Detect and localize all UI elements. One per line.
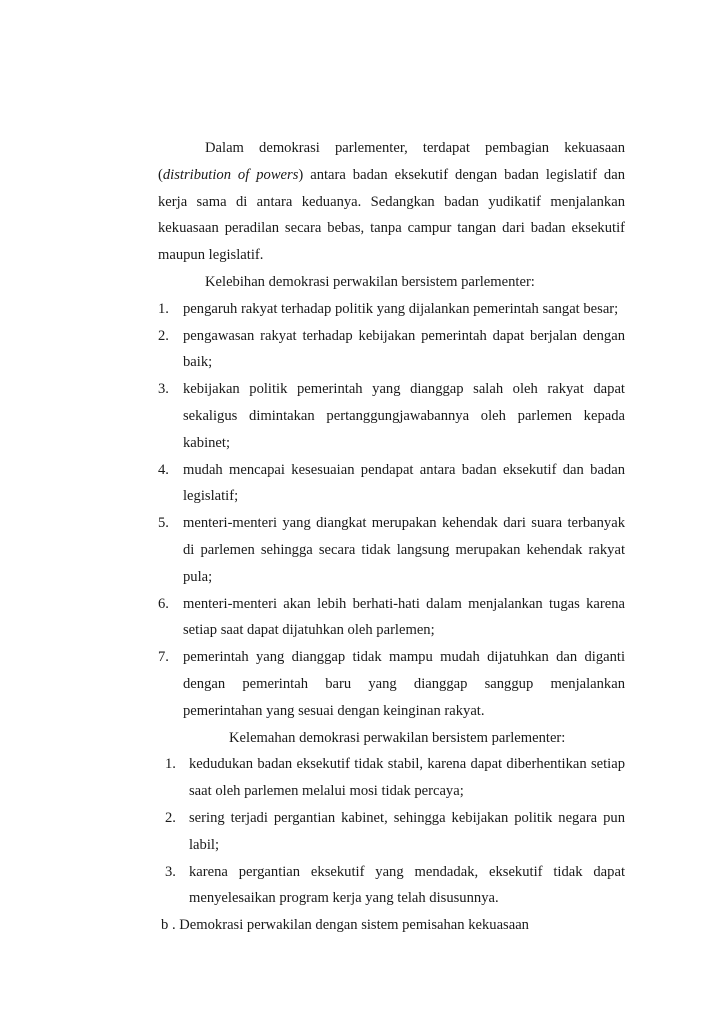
section-b-heading: b . Demokrasi perwakilan dengan sistem pemisahan kekuasaan	[161, 917, 529, 934]
list-item: 2. sering terjadi pergantian kabinet, sehingga kebijakan politik negara pun labil;	[165, 809, 625, 853]
list-item: 1. kedudukan badan eksekutif tidak stabil, karena dapat diberhentikan setiap saat oleh parlemen melalui mosi tidak percaya;	[165, 756, 625, 800]
intro-line-3: kerja sama di antara keduanya. Sedangkan badan yudikatif menjalankan	[158, 193, 625, 210]
list-item: 1. pengaruh rakyat terhadap politik yang dijalankan pemerintah sangat besar;	[158, 300, 619, 317]
list-item: 7. pemerintah yang dianggap tidak mampu mudah dijatuhkan dan diganti dengan pemerintah baru yang dianggap sanggup menjalankan pemerintahan yang sesuai dengan keinginan rakyat.	[158, 649, 625, 719]
intro-line-4: kekuasaan peradilan secara bebas, tanpa campur tangan dari badan eksekutif	[158, 220, 625, 237]
disadvantages-heading: Kelemahan demokrasi perwakilan bersistem parlementer:	[229, 729, 566, 746]
intro-line-5: maupun legislatif.	[158, 247, 264, 264]
list-item: 4. mudah mencapai kesesuaian pendapat antara badan eksekutif dan badan legislatif;	[158, 461, 625, 505]
intro-line-2: (distribution of powers) antara badan eksekutif dengan badan legislatif dan	[158, 166, 625, 183]
list-item: 2. pengawasan rakyat terhadap kebijakan pemerintah dapat berjalan dengan baik;	[158, 327, 625, 371]
list-item: 3. kebijakan politik pemerintah yang dianggap salah oleh rakyat dapat sekaligus dimintakan pertanggungjawabannya oleh parlemen kepada kabinet;	[158, 381, 625, 451]
advantages-list	[158, 296, 625, 725]
list-item: 5. menteri-menteri yang diangkat merupakan kehendak dari suara terbanyak di parlemen sehingga secara tidak langsung merupakan kehendak rakyat pula;	[158, 515, 625, 585]
advantages-heading: Kelebihan demokrasi perwakilan bersistem parlementer:	[205, 273, 535, 290]
list-item: 3. karena pergantian eksekutif yang mendadak, eksekutif tidak dapat menyelesaikan program kerja yang telah disusunnya.	[165, 863, 625, 907]
list-item: 6. menteri-menteri akan lebih berhati-hati dalam menjalankan tugas karena setiap saat dapat dijatuhkan oleh parlemen;	[158, 595, 625, 639]
disadvantages-list	[158, 751, 625, 912]
document-page	[158, 135, 625, 939]
italic-term: distribution of powers	[162, 166, 299, 183]
intro-paragraph	[158, 135, 625, 269]
intro-line-1: Dalam demokrasi parlementer, terdapat pembagian kekuasaan	[205, 140, 625, 156]
